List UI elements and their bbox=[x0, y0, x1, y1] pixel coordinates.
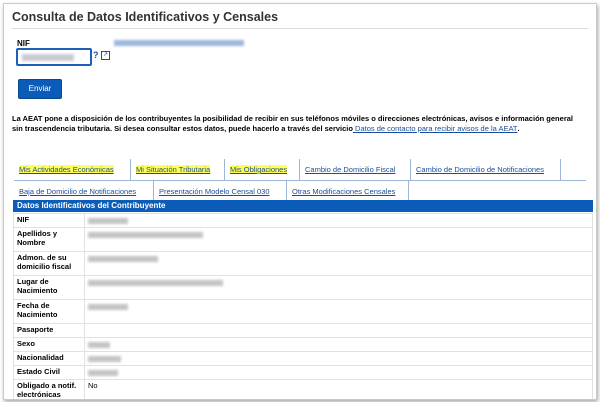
row-label: Estado Civil bbox=[14, 366, 85, 380]
tab-cambio-domicilio-notificaciones[interactable]: Cambio de Domicilio de Notificaciones bbox=[411, 159, 561, 180]
table-row bbox=[14, 338, 593, 352]
row-value bbox=[85, 366, 593, 380]
row-label: NIF bbox=[14, 214, 85, 228]
redacted-value bbox=[88, 218, 128, 224]
row-label: Admon. de su domicilio fiscal bbox=[14, 252, 85, 276]
table-row bbox=[14, 300, 593, 324]
redacted-value bbox=[88, 256, 158, 262]
row-value bbox=[85, 324, 593, 338]
row-value bbox=[85, 214, 593, 228]
table-row bbox=[14, 352, 593, 366]
row-value bbox=[85, 352, 593, 366]
external-link-icon[interactable]: ↗ bbox=[102, 52, 109, 58]
tab-mi-situacion-tributaria[interactable]: Mi Situación Tributaria bbox=[131, 159, 225, 180]
tab-row-1 bbox=[14, 159, 586, 181]
row-label: Apellidos y Nombre bbox=[14, 228, 85, 252]
app-window bbox=[3, 3, 597, 400]
notice-text bbox=[12, 114, 584, 134]
table-row bbox=[14, 252, 593, 276]
row-value bbox=[85, 276, 593, 300]
table-row bbox=[14, 380, 593, 401]
help-icon[interactable]: ? bbox=[93, 50, 99, 60]
redacted-user-info bbox=[114, 40, 244, 46]
tab-baja-domicilio-notificaciones[interactable]: Baja de Domicilio de Notificaciones bbox=[14, 181, 154, 202]
redacted-value bbox=[88, 370, 118, 376]
nif-label: NIF bbox=[17, 39, 30, 48]
redacted-nif-value bbox=[22, 54, 74, 61]
row-label: Lugar de Nacimiento bbox=[14, 276, 85, 300]
title-divider bbox=[12, 28, 588, 29]
redacted-value bbox=[88, 304, 128, 310]
redacted-value bbox=[88, 232, 203, 238]
row-value bbox=[85, 228, 593, 252]
taxpayer-data-table bbox=[13, 213, 593, 400]
page-title: Consulta de Datos Identificativos y Censales bbox=[12, 10, 279, 24]
row-label: Pasaporte bbox=[14, 324, 85, 338]
row-value bbox=[85, 252, 593, 276]
taxpayer-section-header: Datos Identificativos del Contribuyente bbox=[13, 200, 593, 212]
table-row bbox=[14, 228, 593, 252]
row-label: Obligado a notif. electrónicas bbox=[14, 380, 85, 401]
tab-mis-obligaciones[interactable]: Mis Obligaciones bbox=[225, 159, 300, 180]
redacted-value bbox=[88, 342, 110, 348]
tab-presentacion-modelo-censal-030[interactable]: Presentación Modelo Censal 030 bbox=[154, 181, 287, 202]
table-row bbox=[14, 214, 593, 228]
redacted-value bbox=[88, 356, 121, 362]
row-label: Sexo bbox=[14, 338, 85, 352]
row-value bbox=[85, 338, 593, 352]
notice-body: La AEAT pone a disposición de los contribuyentes la posibilidad de recibir en sus teléfonos móviles o direcciones electrónicas, avisos e información general sin trascendencia tributaria. Si desea consultar estos datos, puede hacerlo a través del servicio bbox=[12, 114, 573, 133]
table-row bbox=[14, 324, 593, 338]
notice-suffix: . bbox=[517, 124, 520, 133]
table-row bbox=[14, 366, 593, 380]
redacted-value bbox=[88, 280, 223, 286]
service-tabs bbox=[14, 159, 586, 203]
row-label: Nacionalidad bbox=[14, 352, 85, 366]
contact-data-link[interactable]: Datos de contacto para recibir avisos de la AEAT bbox=[352, 124, 518, 133]
tab-cambio-domicilio-fiscal[interactable]: Cambio de Domicilio Fiscal bbox=[300, 159, 411, 180]
row-value bbox=[85, 300, 593, 324]
table-row bbox=[14, 276, 593, 300]
row-label: Fecha de Nacimiento bbox=[14, 300, 85, 324]
tab-otras-modificaciones-censales[interactable]: Otras Modificaciones Censales bbox=[287, 181, 409, 202]
row-value: No bbox=[85, 380, 593, 401]
nif-input[interactable] bbox=[16, 48, 92, 66]
tab-mis-actividades-economicas[interactable]: Mis Actividades Económicas bbox=[14, 159, 131, 180]
enviar-button[interactable]: Enviar bbox=[18, 79, 62, 99]
